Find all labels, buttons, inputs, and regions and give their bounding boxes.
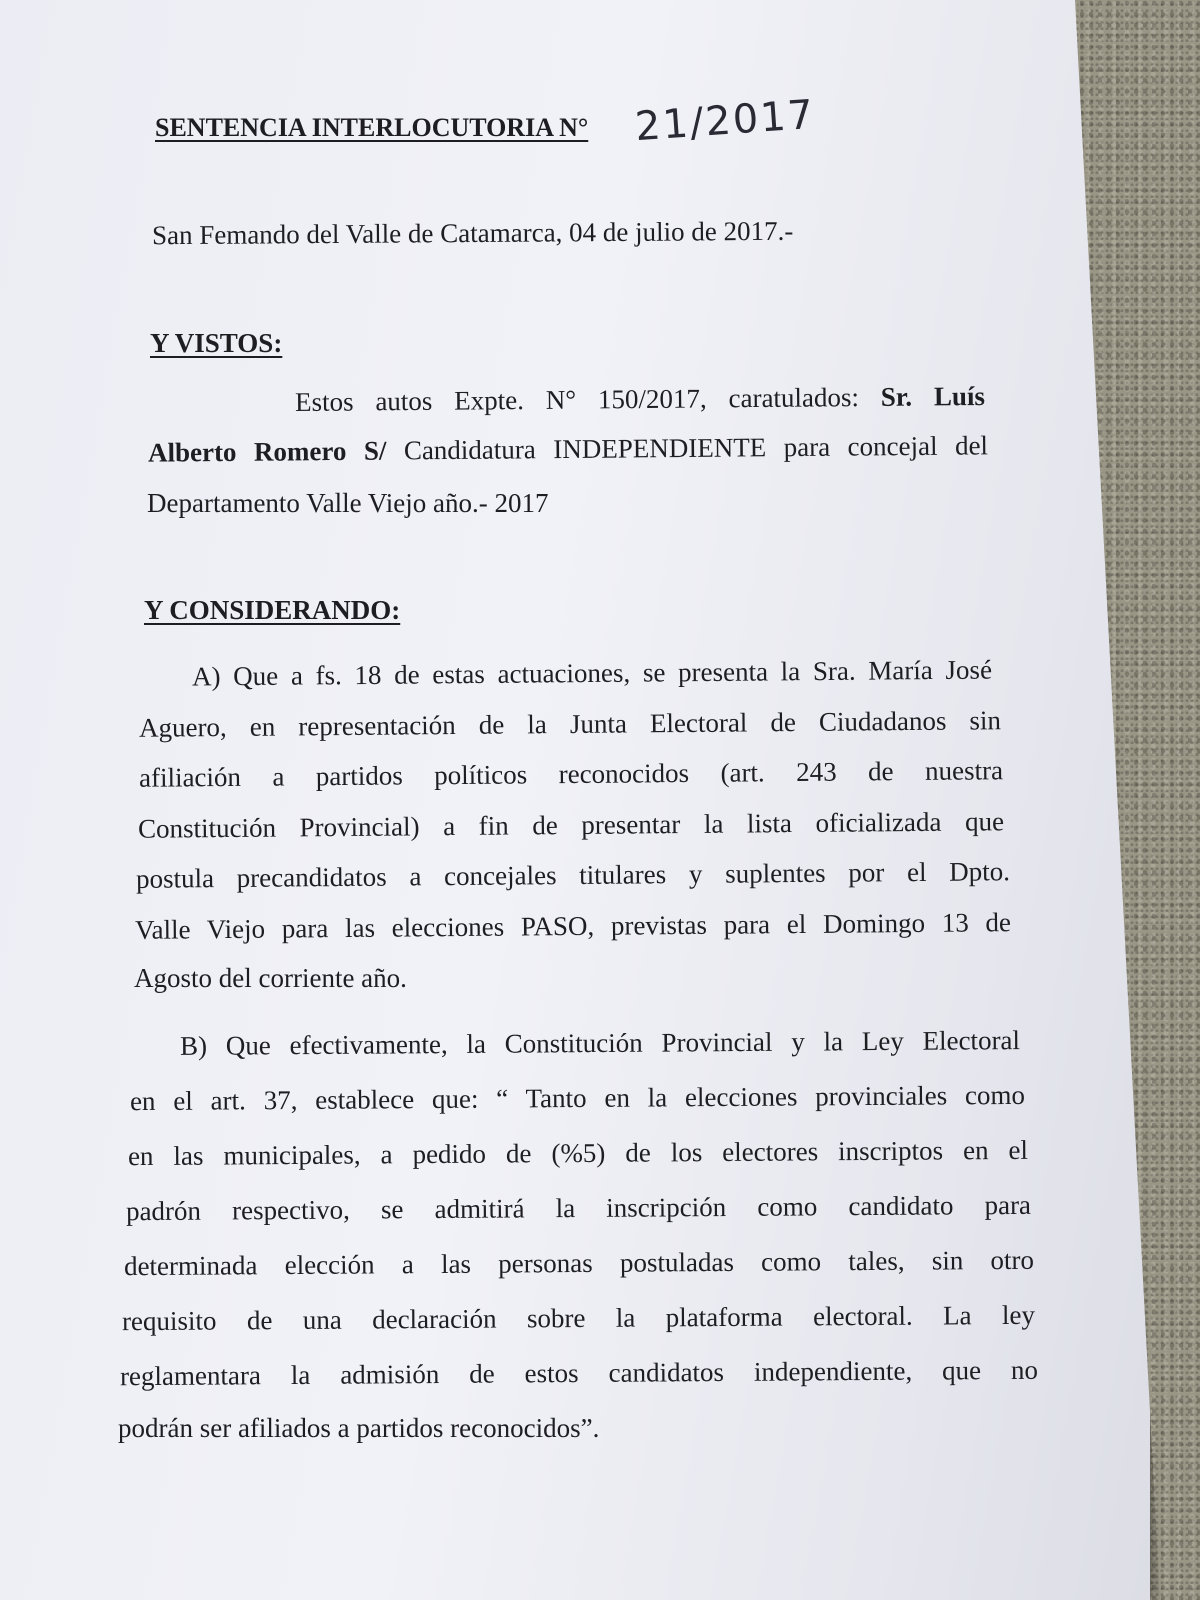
- handwritten-number: 21/2017: [633, 91, 817, 151]
- para-a-line-6: Valle Viejo para las elecciones PASO, previstas para el Domingo 13 de: [134, 907, 1012, 945]
- vistos-line-2-b: Candidatura INDEPENDIENTE para concejal del: [403, 430, 989, 466]
- para-a-line-5: postula precandidatos a concejales titulares y suplentes por el Dpto.: [135, 856, 1011, 894]
- vistos-line-2-a: Alberto Romero S/: [147, 435, 387, 468]
- para-b-line-1: B) Que efectivamente, la Constitución Provincial y la Ley Electoral: [179, 1025, 1021, 1061]
- vistos-line-1-b: Sr. Luís: [880, 380, 986, 412]
- para-b-line-6: requisito de una declaración sobre la plataforma electoral. La ley: [121, 1299, 1036, 1337]
- para-b-line-2: en el art. 37, establece que: “ Tanto en la elecciones provinciales como: [129, 1079, 1026, 1117]
- para-b-line-4: padrón respectivo, se admitirá la inscripción como candidato para: [125, 1189, 1032, 1227]
- para-b-line-5: determinada elección a las personas postuladas como tales, sin otro: [123, 1244, 1035, 1282]
- vistos-line-3: Departamento Valle Viejo año.- 2017: [147, 488, 549, 518]
- para-a-line-4: Constitución Provincial) a fin de presentar la lista oficializada que: [137, 806, 1005, 844]
- para-b-line-3: en las municipales, a pedido de (%5) de los electores inscriptos en el: [127, 1134, 1029, 1172]
- para-b-line-8: podrán ser afiliados a partidos reconocidos”.: [118, 1413, 600, 1443]
- place-date: San Femando del Valle de Catamarca, 04 de julio de 2017.-: [151, 215, 794, 251]
- vistos-heading: Y VISTOS:: [150, 328, 283, 358]
- vistos-line-1: [295, 381, 985, 418]
- considerando-heading: Y CONSIDERANDO:: [144, 595, 401, 625]
- para-a-line-7: Agosto del corriente año.: [134, 963, 407, 993]
- vistos-line-2: [148, 430, 988, 468]
- para-a-line-3: afiliación a partidos políticos reconocidos (art. 243 de nuestra: [138, 755, 1004, 793]
- para-a-line-2: Aguero, en representación de la Junta Electoral de Ciudadanos sin: [138, 705, 1002, 743]
- vistos-line-1-a: Estos autos Expte. N° 150/2017, caratulados:: [294, 382, 860, 418]
- para-a-line-1: A) Que a fs. 18 de estas actuaciones, se presenta la Sra. María José: [191, 654, 993, 692]
- para-b-line-7: reglamentara la admisión de estos candidatos independiente, que no: [119, 1354, 1039, 1392]
- document-title: SENTENCIA INTERLOCUTORIA N°: [155, 113, 589, 142]
